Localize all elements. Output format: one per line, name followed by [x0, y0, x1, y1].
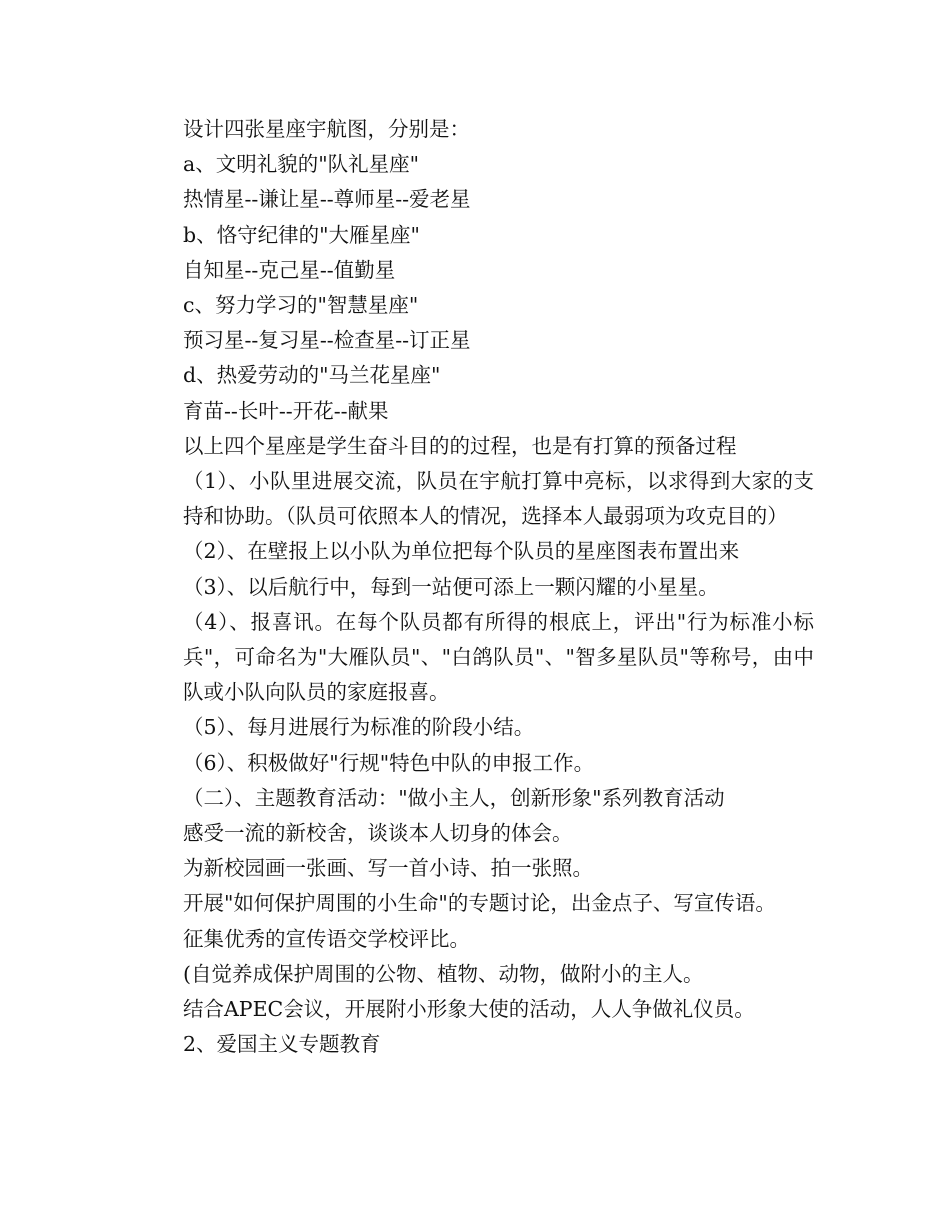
paragraph-step-4: （4）、报喜讯。在每个队员都有所得的根底上，评出"行为标准小标兵"，可命名为"大雁队员"、"白鸽队员"、"智多星队员"等称号，由中队或小队向队员的家庭报喜。 [183, 609, 814, 705]
paragraph-step-2: （2）、在壁报上以小队为单位把每个队员的星座图表布置出来 [183, 539, 740, 564]
list-item-draw-write-photo: 为新校园画一张画、写一首小诗、拍一张照。 [183, 856, 593, 881]
list-item-slogan-contest: 征集优秀的宣传语交学校评比。 [183, 926, 470, 951]
paragraph-step-3: （3）、以后航行中，每到一站便可添上一颗闪耀的小星星。 [183, 574, 719, 599]
text-line-constellation-b: b、恪守纪律的"大雁星座" [183, 222, 420, 247]
text-line-summary: 以上四个星座是学生奋斗目的的过程，也是有打算的预备过程 [183, 433, 737, 458]
paragraph-step-5: （5）、每月进展行为标准的阶段小结。 [183, 715, 535, 740]
text-line-stars-d: 育苗--长叶--开花--献果 [183, 398, 389, 423]
list-item-apec-ambassador: 结合APEC会议，开展附小形象大使的活动，人人争做礼仪员。 [183, 997, 755, 1022]
paragraph-step-1: （1）、小队里进展交流，队员在宇航打算中亮标，以求得到大家的支持和协助。（队员可依照本人的情况，选择本人最弱项为攻克目的） [183, 469, 814, 529]
text-line-intro: 设计四张星座宇航图，分别是： [183, 117, 470, 141]
text-line-constellation-a: a、文明礼貌的"队礼星座" [183, 152, 420, 177]
text-line-constellation-c: c、努力学习的"智慧星座" [183, 293, 419, 318]
document-body [142, 112, 814, 1062]
list-item-new-school: 感受一流的新校舍，谈谈本人切身的体会。 [183, 821, 573, 846]
list-item-protect-property: (自觉养成保护周围的公物、植物、动物，做附小的主人。 [183, 961, 704, 986]
text-line-stars-a: 热情星--谦让星--尊师星--爱老星 [183, 187, 471, 212]
list-item-protect-life-discussion: 开展"如何保护周围的小生命"的专题讨论，出金点子、写宣传语。 [183, 891, 776, 916]
text-line-stars-c: 预习星--复习星--检查星--订正星 [183, 328, 471, 353]
section-heading-patriotism: 2、爱国主义专题教育 [183, 1032, 381, 1057]
text-line-stars-b: 自知星--克己星--值勤星 [183, 257, 396, 282]
section-heading-theme-education: （二）、主题教育活动："做小主人，创新形象"系列教育活动 [183, 785, 725, 810]
text-line-constellation-d: d、热爱劳动的"马兰花星座" [183, 363, 441, 388]
paragraph-step-6: （6）、积极做好"行规"特色中队的申报工作。 [183, 750, 595, 775]
